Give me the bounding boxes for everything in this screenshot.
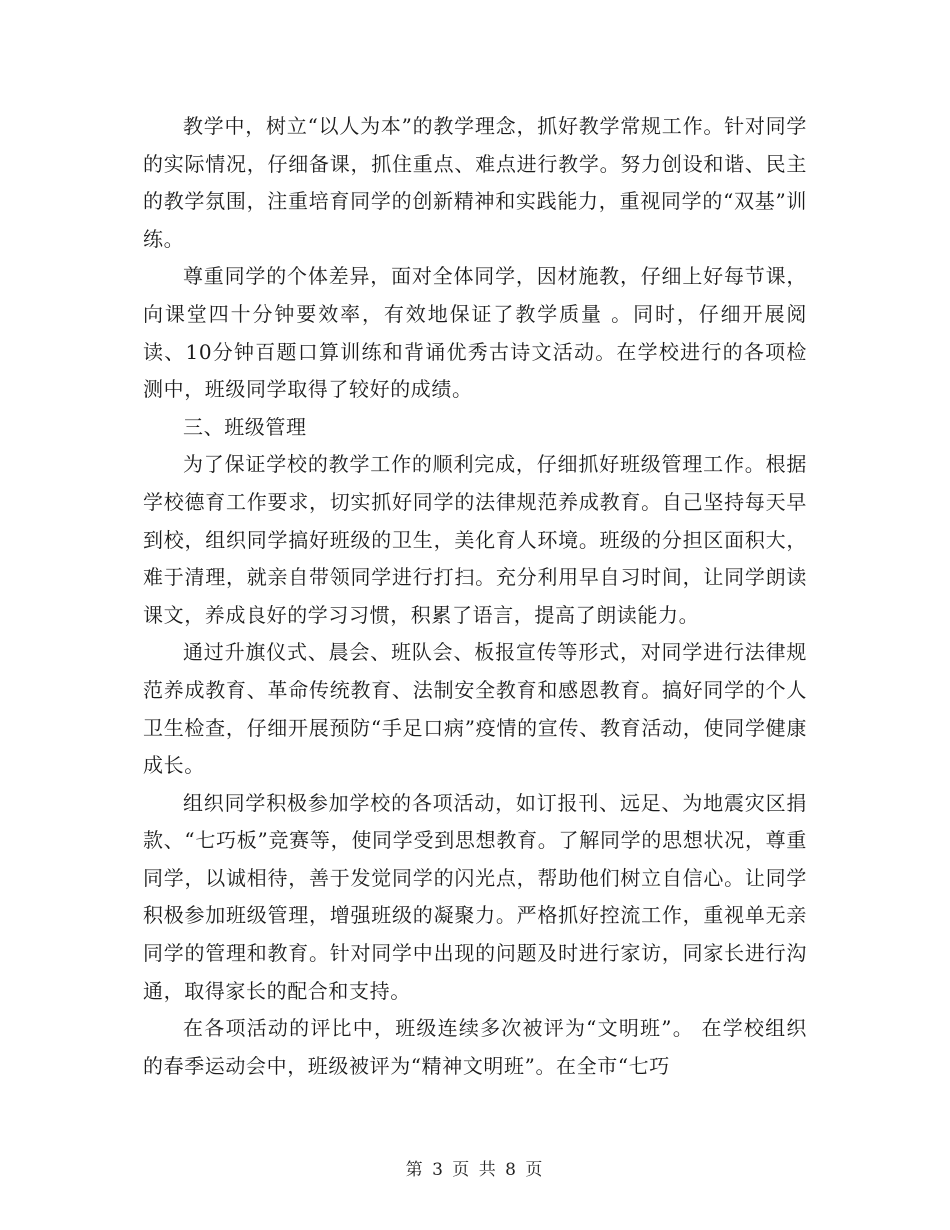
section-heading-class-management: 三、班级管理	[183, 414, 307, 439]
paragraph-teaching-philosophy: 教学中，树立“以人为本”的教学理念，抓好教学常规工作。针对同学的实际情况，仔细备课，抓住重点、难点进行教学。努力创设和谐、民主的教学氛围，注重培育同学的创新精神和实践能力，重视同学的“双基”训练。	[143, 114, 807, 251]
paragraph-awards: 在各项活动的评比中，班级连续多次被评为“文明班”。 在学校组织的春季运动会中，班级被评为“精神文明班”。在全市“七巧	[143, 1016, 807, 1078]
paragraph-individual-differences: 尊重同学的个体差异，面对全体同学，因材施教，仔细上好每节课，向课堂四十分钟要效率，有效地保证了教学质量 。同时，仔细开展阅读、10分钟百题口算训练和背诵优秀古诗文活动。在学校进行的各项检测中，班级同学取得了较好的成绩。	[143, 264, 807, 402]
page-footer: 第 3 页 共 8 页	[405, 1160, 545, 1180]
document-body	[143, 108, 807, 1085]
paragraph-education-forms: 通过升旗仪式、晨会、班队会、板报宣传等形式，对同学进行法律规范养成教育、革命传统教育、法制安全教育和感恩教育。搞好同学的个人卫生检查，仔细开展预防“手足口病”疫情的宣传、教育活动，使同学健康成长。	[143, 640, 807, 778]
paragraph-class-management: 为了保证学校的教学工作的顺利完成，仔细抓好班级管理工作。根据学校德育工作要求，切实抓好同学的法律规范养成教育。自己坚持每天早到校，组织同学搞好班级的卫生，美化育人环境。班级的分担区面积大，难于清理，就亲自带领同学进行打扫。充分利用早自习时间，让同学朗读课文，养成良好的学习习惯，积累了语言，提高了朗读能力。	[143, 452, 807, 627]
paragraph-activities: 组织同学积极参加学校的各项活动，如订报刊、远足、为地震灾区捐款、“七巧板”竞赛等，使同学受到思想教育。了解同学的思想状况，尊重同学，以诚相待，善于发觉同学的闪光点，帮助他们树立自信心。让同学积极参加班级管理，增强班级的凝聚力。严格抓好控流工作，重视单无亲同学的管理和教育。针对同学中出现的问题及时进行家访，同家长进行沟通，取得家长的配合和支持。	[143, 790, 807, 1003]
